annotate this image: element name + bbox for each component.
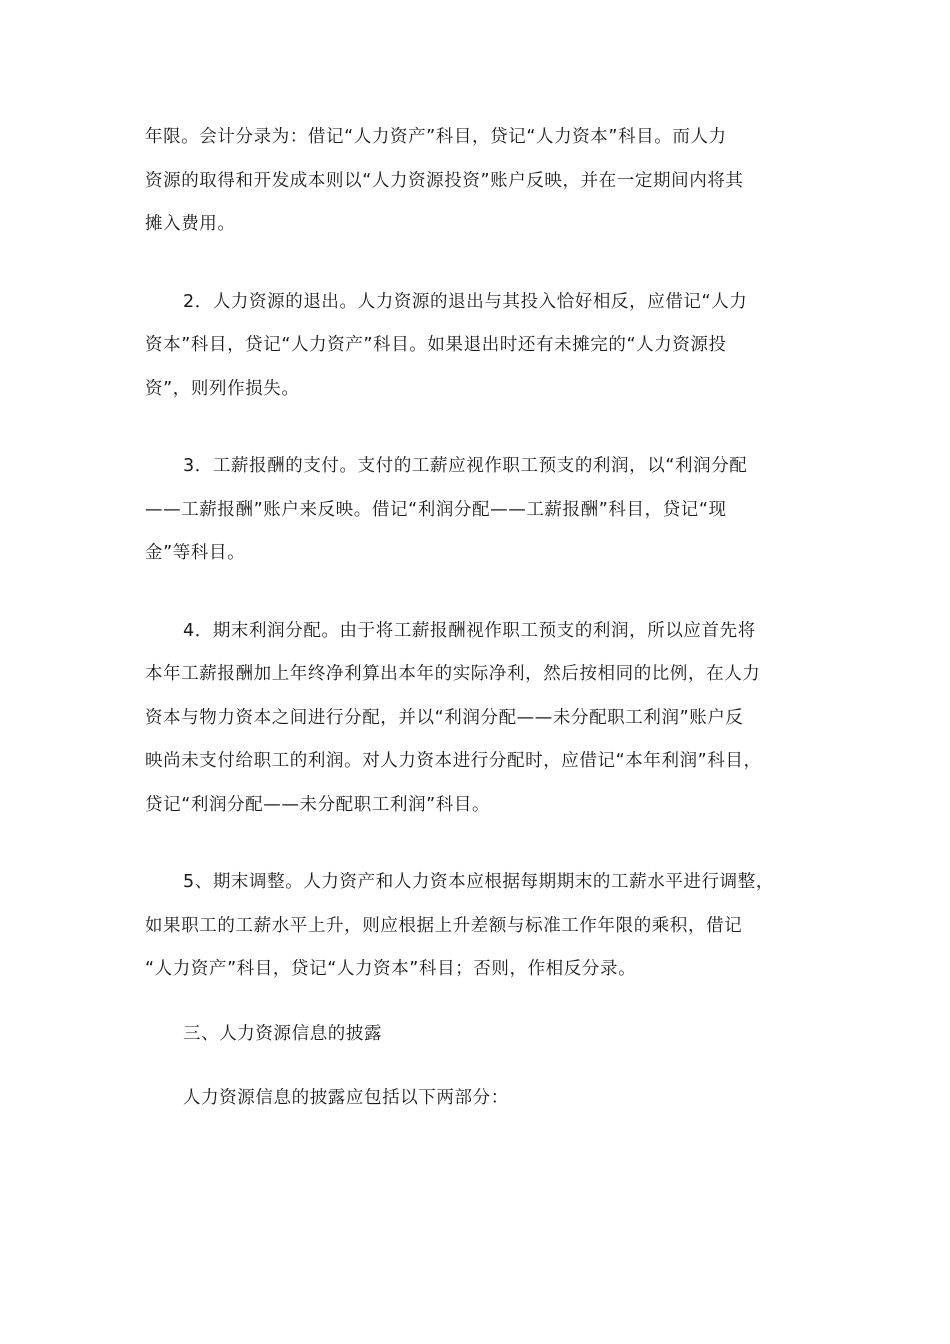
text-line: 映尚未支付给职工的利润。对人力资本进行分配时，应借记“本年利润”科目， [145,751,762,771]
text-line: 年限。会计分录为：借记“人力资产”科目，贷记“人力资本”科目。而人力 [145,127,727,147]
text-line: 人力资源信息的披露应包括以下两部分： [183,1088,509,1108]
text-line: 如果职工的工薪水平上升，则应根据上升差额与标准工作年限的乘积，借记 [145,915,743,936]
text-line: “人力资产”科目，贷记“人力资本”科目；否则，作相反分录。 [145,959,637,979]
text-line: 资本”科目，贷记“人力资产”科目。如果退出时还有未摊完的“人力资源投 [145,335,727,355]
text-line: 金”等科目。 [145,543,246,563]
paragraph-disclosure-intro [145,1077,810,1121]
section-heading: 三、人力资源信息的披露 [183,1023,383,1044]
text-line: 5、期末调整。人力资产和人力资本应根据每期期末的工薪水平进行调整， [183,872,774,892]
paragraph-3-salary-payment [145,445,810,576]
paragraph-4-profit-distribution [145,610,810,828]
text-line: 资源的取得和开发成本则以“人力资源投资”账户反映，并在一定期间内将其 [145,170,744,191]
text-line: 摊入费用。 [145,214,236,234]
text-line: 资本与物力资本之间进行分配，并以“利润分配——未分配职工利润”账户反 [145,707,744,728]
text-line: 资”，则列作损失。 [145,378,300,399]
paragraph-5-period-adjustment [145,861,810,992]
section-heading-disclosure [145,1013,810,1057]
text-line: 2．人力资源的退出。人力资源的退出与其投入恰好相反，应借记“人力 [183,291,748,312]
text-line: 本年工薪报酬加上年终净利算出本年的实际净利，然后按相同的比例，在人力 [145,664,761,684]
document-body [145,116,810,1121]
text-line: 贷记“利润分配——未分配职工利润”科目。 [145,794,491,815]
paragraph-2-exit [145,281,810,412]
text-line: 4．期末利润分配。由于将工薪报酬视作职工预支的利润，所以应首先将 [183,620,756,641]
text-line: ——工薪报酬”账户来反映。借记“利润分配——工薪报酬”科目，贷记“现 [145,499,727,520]
paragraph-1-continuation [145,116,810,247]
text-line: 3．工薪报酬的支付。支付的工薪应视作职工预支的利润，以“利润分配 [183,456,748,476]
